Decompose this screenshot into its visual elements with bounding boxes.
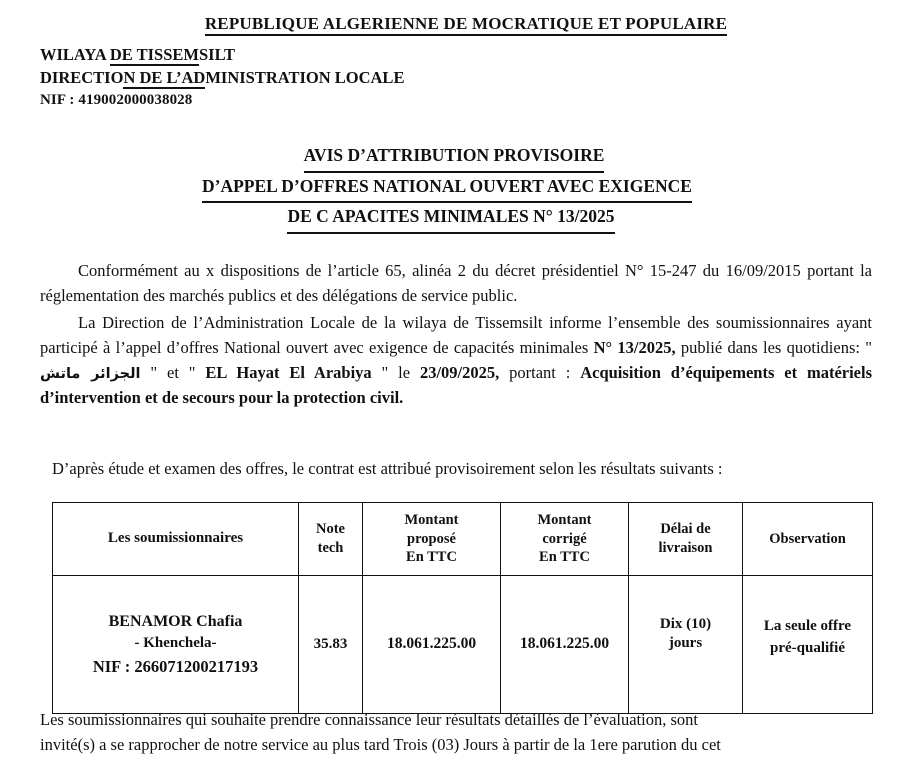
cell-delai-line-2: jours [668,635,703,651]
header-nif-label: NIF : [40,91,79,108]
column-header-montant-propose-line-2: proposé [407,530,456,547]
column-header-montant-propose-line-3: En TTC [406,549,457,566]
wilaya-line [40,43,908,66]
column-header-montant-corrige [501,503,629,576]
column-header-montant-corrige-line-2: corrigé [542,530,587,547]
column-header-delai-line-2: livraison [658,540,713,556]
column-header-note-tech-line-1: Note [316,521,345,538]
cell-delai-livraison [629,576,743,714]
results-table [52,502,873,714]
column-header-delai-livraison [629,503,743,576]
table-header-row [53,503,873,576]
column-header-montant-corrige-line-3: En TTC [539,549,590,566]
bidder-city: - Khenchela- [134,635,217,652]
paragraph-2 [40,310,872,410]
wilaya-suffix: SILT [198,45,236,64]
column-header-soumissionnaires: Les soumissionnaires [53,503,299,576]
document-title [0,142,908,234]
table-body [53,576,873,714]
footer-line-2-clipped: invité(s) a se rapprocher de notre service au plus tard Trois (03) Jours à partir de la 1ere parution du cet [40,735,721,755]
table-row [53,576,873,714]
republic-heading [0,14,908,34]
document-body [40,258,872,412]
cell-observation-line-1: La seule offre [763,617,852,634]
paragraph-2-tender-number: N° 13/2025, [593,338,676,358]
cell-observation [743,576,873,714]
column-header-note-tech [299,503,363,576]
paragraph-2-part-5: portant : [499,363,581,383]
direction-underlined: N DE L’AD [123,68,206,88]
wilaya-prefix: WILAYA [40,45,110,64]
paragraph-3: D’après étude et examen des offres, le contrat est attribué provisoirement selon les résultats suivants : [52,459,723,478]
bidder-name: BENAMOR Chafia [108,612,243,630]
direction-prefix: DIRECTIO [40,68,124,88]
republic-heading-text: REPUBLIQUE ALGERIENNE DE MOCRATIQUE ET POPULAIRE [205,14,727,36]
newspaper-name-latin: EL Hayat El Arabiya [205,363,372,383]
cell-soumissionnaire [53,576,299,714]
footer-line-1: Les soumissionnaires qui souhaite prendre connaissance leur résultats détaillés de l’évaluation, sont [40,710,698,729]
document-footer [40,707,872,755]
column-header-montant-propose-line-1: Montant [404,511,459,528]
paragraph-2-part-1: La Direction de l’Administration Locale de la wilaya de Tissemsilt informe l’ensemble des soumissionnaires ayant participé à l’appel d’offres National ouvert avec exigence de capacités minimales [40,313,872,358]
title-line-3 [0,203,908,234]
cell-montant-propose: 18.061.225.00 [363,576,501,714]
cell-montant-corrige: 18.061.225.00 [501,576,629,714]
header-nif-line [40,90,908,111]
newspaper-name-arabic: الجزائر ماتش [40,366,141,383]
column-header-observation: Observation [743,503,873,576]
paragraph-1: Conformément au x dispositions de l’article 65, alinéa 2 du décret présidentiel N° 15-247 du 16/09/2015 portant la réglementation des marchés publics et des délégations de service public. [40,261,872,306]
title-line-2 [0,173,908,204]
title-line-1-text: AVIS D’ATTRIBUTION PROVISOIRE [304,142,605,173]
column-header-delai-line-1: Délai de [660,521,711,538]
direction-suffix: MINISTRATION LOCALE [205,68,405,88]
column-header-montant-propose [363,503,501,576]
column-header-note-tech-line-2: tech [317,540,344,556]
wilaya-underlined: DE TISSEM [109,45,199,64]
table-header [53,503,873,576]
header-nif-value: 419002000038028 [78,91,193,108]
title-line-1 [0,142,908,173]
title-line-3-text: DE C APACITES MINIMALES N° 13/2025 [287,203,614,234]
tender-object: Acquisition d’équipements et matériels d’intervention et de secours pour la protection civil. [40,363,873,408]
column-header-montant-corrige-line-1: Montant [537,511,592,528]
organization-lines [0,43,908,111]
cell-delai-line-1: Dix (10) [659,615,712,632]
paragraph-2-part-4: " le [371,363,420,383]
paragraph-2-part-2: publié dans les quotidiens: " [675,338,872,358]
publication-date: 23/09/2025, [419,363,500,383]
direction-line [40,66,908,89]
bidder-nif: NIF : 266071200217193 [92,657,259,677]
bidder-block [57,610,294,679]
cell-observation-line-2: pré-qualifié [770,640,845,656]
document-header [0,14,908,111]
paragraph-2-part-3: " et " [140,363,206,383]
title-line-2-text: D’APPEL D’OFFRES NATIONAL OUVERT AVEC EXIGENCE [202,173,692,204]
cell-note-tech: 35.83 [299,576,363,714]
